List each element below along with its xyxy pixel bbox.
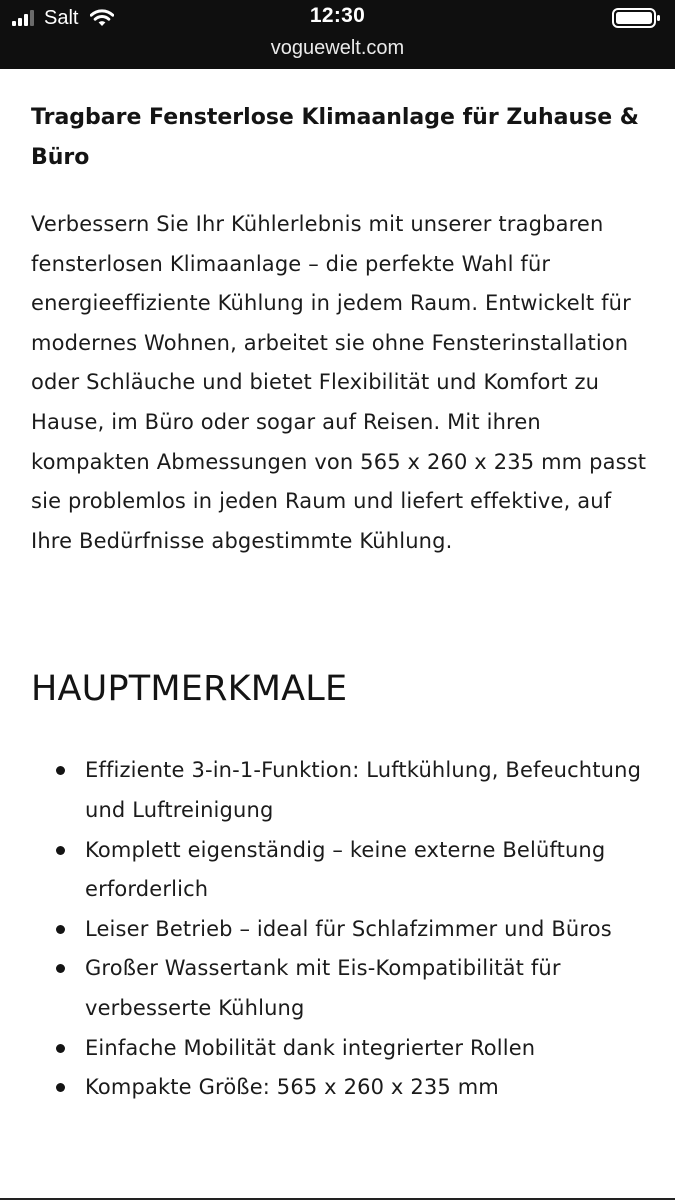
feature-item [31, 949, 651, 1028]
features-heading: HAUPTMERKMALE [31, 669, 348, 710]
feature-text: Einfache Mobilität dank integrierter Rollen [85, 1035, 536, 1060]
bullet-icon [56, 964, 65, 973]
feature-item [31, 751, 651, 830]
feature-text: Effiziente 3-in-1-Funktion: Luftkühlung, Befeuchtung und Luftreinigung [85, 758, 642, 822]
browser-top-bar [0, 0, 675, 69]
feature-text: Komplett eigenständig – keine externe Belüftung erforderlich [85, 837, 606, 902]
product-title: Tragbare Fensterlose Klimaanlage für Zuhause & Büro [31, 105, 639, 170]
feature-item [31, 1068, 651, 1108]
feature-item [31, 831, 651, 910]
bullet-icon [56, 846, 65, 855]
feature-text: Kompakte Größe: 565 x 260 x 235 mm [85, 1075, 499, 1100]
feature-item [31, 1029, 651, 1069]
feature-item [31, 910, 651, 950]
bullet-icon [56, 925, 65, 934]
feature-text: Großer Wassertank mit Eis-Kompatibilität für verbesserte Kühlung [85, 956, 561, 1020]
status-time: 12:30 [309, 4, 366, 27]
carrier-name: Salt [44, 6, 79, 29]
bullet-icon [56, 1044, 65, 1053]
bullet-icon [56, 766, 65, 775]
bullet-icon [56, 1083, 65, 1092]
product-content [31, 98, 651, 1108]
feature-text: Leiser Betrieb – ideal für Schlafzimmer und Büros [85, 916, 612, 941]
battery-icon [612, 8, 662, 28]
address-bar-url[interactable]: voguewelt.com [270, 37, 405, 59]
feature-list [31, 751, 651, 1107]
product-description: Verbessern Sie Ihr Kühlerlebnis mit unserer tragbaren fensterlosen Klimaanlage – die perfekte Wahl für energieeffiziente Kühlung in jedem Raum. Entwickelt für modernes Wohnen, arbeitet sie ohne Fensterinstallation oder Schläuche und bietet Flexibilität und Komfort zu Hause, im Büro oder sogar auf Reisen. Mit ihren kompakten Abmessungen von 565 x 260 x 235 mm passt sie problemlos in jeden Raum und liefert effektive, auf Ihre Bedürfnisse abgestimmte Kühlung. [31, 212, 647, 553]
